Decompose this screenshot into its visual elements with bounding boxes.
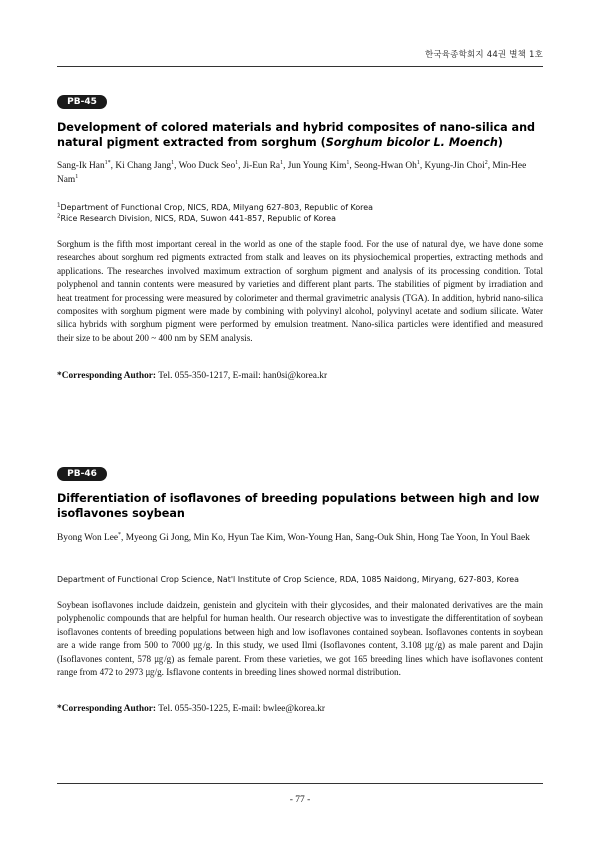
author: Won-Young Han, [287,533,356,543]
abstract-id-badge: PB-45 [57,95,107,109]
abstract-body: Soybean isoflavones include daidzein, genistein and glycitein with their glycosides, and their malonated derivatives are the main polyphenolic compounds that are helpful for human health. Our research objective was to investigate the differentitation of soybean isoflavones contents of breeding populations between high and low isoflavones contained soybean. Isoflavones contents in soybean are a wide range from 500 to 7000 ㎍/g. In this study, we used Ilmi (Isoflavones content, 3.108 ㎍/g) as male parent and Dajin (Isoflavones content, 578 ㎍/g) as female parent. From these varieties, we got 165 breeding lines which have isoflavones content range from 472 to 2973 ㎍/g. Isflavone contents in breeding lines showed normal distribution. [57,600,543,678]
author: Ji-Eun Ra$^1$, [242,159,288,171]
corresponding-author [57,704,543,714]
abstract-body: Sorghum is the fifth most important cereal in the world as one of the staple food. For the use of natural dye, we have done some researches about sorghum red pigments extracted from stalk and leaves on its physiochemical properties, extracting methods and applications. The researches involved maximum extraction of sorghum pigment and analysis of its processing condition. Total polyphenol and tannin contents were measured by varieties and different plant parts. The stabilities of pigment by irradiation and heat treatment for processing were measured by colorimeter and thermal gravimetric analysis (TGA). In addition, hybrid nano-silica composites with sorghum pigment were made by combining with polyvinyl alcohol, polyvinyl acetate and sodium silicate. Water silica hybrids with sorghum pigment were performed by emulsion treatment. Nano-silica particles were identified and measured their size to be about 200 ~ 400 nm by SEM analysis. [57,239,543,343]
affiliation-list [57,574,545,585]
author: Seong-Hwan Oh$^1$, [354,159,425,171]
author: Hong Tae Yoon, [417,533,481,543]
author: Min-Hee Nam$^1$ [57,161,527,186]
footer-rule [57,783,543,784]
author: In Youl Baek [480,533,530,543]
affiliation: $^1$Department of Functional Crop, NICS, RDA, Milyang 627-803, Republic of Korea [57,202,373,212]
journal-header: 한국육종학회지 44권 별책 1호 [424,50,543,60]
author: Sang-Ik Han$^{1*}$, [57,159,116,171]
author: Ki Chang Jang$^1$, [115,159,179,171]
page-number: - 77 - [289,795,311,805]
author-list [57,531,545,545]
affiliation: $^2$Rice Research Division, NICS, RDA, Suwon 441-857, Republic of Korea [57,213,336,224]
author: Myeong Gi Jong, [125,533,194,543]
author: Jun Young Kim$^1$, [287,159,355,171]
author: Byong Won Lee*, [57,531,126,543]
affiliation-list [57,202,545,224]
corresponding-author-contact: Tel. 055-350-1217, E-mail: han0si@korea.kr [156,371,328,381]
abstract-id-badge: PB-46 [57,467,107,481]
header-rule [57,66,543,67]
corresponding-author-label: *Corresponding Author: [57,371,157,381]
corresponding-author [57,371,543,381]
corresponding-author-label: *Corresponding Author: [57,704,157,714]
title-end: ) [497,135,503,149]
author: Sang-Ouk Shin, [355,533,418,543]
corresponding-author-contact: Tel. 055-350-1225, E-mail: bwlee@korea.kr [156,704,326,714]
title-text: Development of colored materials and hybrid composites of nano-silica and natural pigment extracted from sorghum ( [57,121,536,149]
author: Hyun Tae Kim, [227,533,288,543]
abstract-title [57,121,543,151]
scientific-name: Sorghum bicolor L. Moench [325,135,498,149]
author: Min Ko, [193,533,228,543]
abstract-title: Differentiation of isoflavones of breeding populations between high and low isoflavones soybean [57,492,540,520]
affiliation: Department of Functional Crop Science, Nat'l Institute of Crop Science, RDA, 1085 Naidong, Miryang, 627-803, Korea [57,575,519,584]
author: Woo Duck Seo$^1$, [178,159,243,171]
author-list [57,159,545,187]
author: Kyung-Jin Choi$^2$, [424,159,493,171]
